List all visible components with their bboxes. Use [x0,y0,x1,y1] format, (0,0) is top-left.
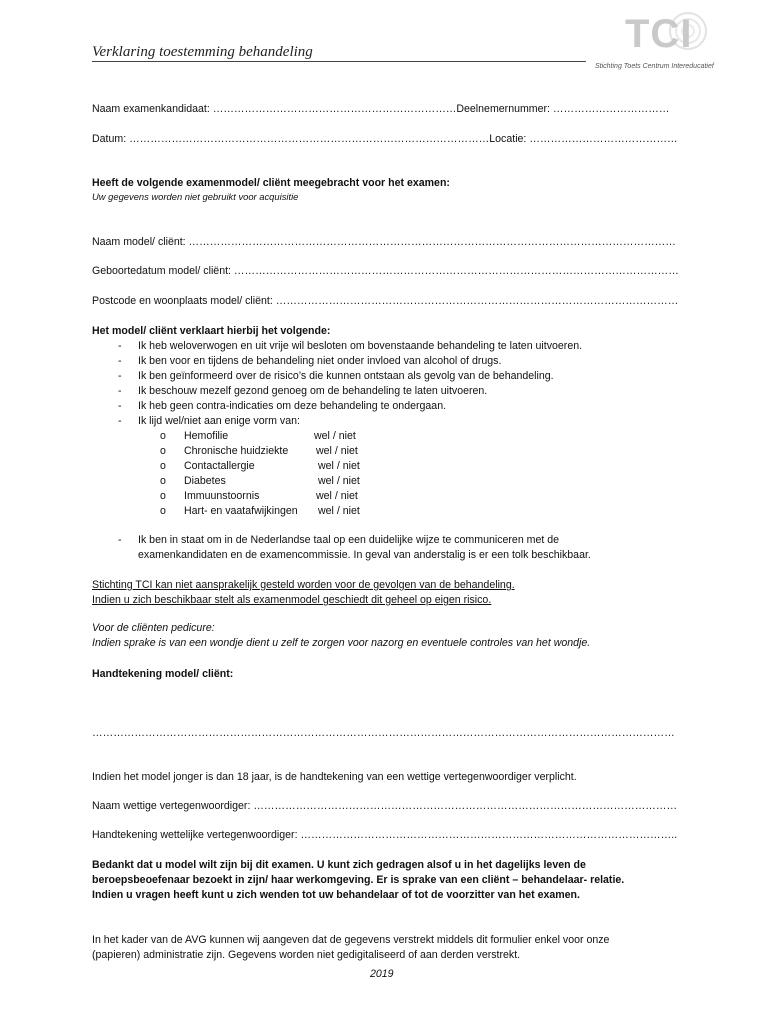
thanks-line-3: Indien u vragen heeft kunt u zich wenden tot uw behandelaar of tot de voorzitter van het examen. [92,889,580,901]
dash-marker: - [118,415,122,427]
declaration-item-text: Ik lijd wel/niet aan enige vorm van: [138,415,300,427]
declaration-item-text: Ik heb geen contra-indicaties om deze behandeling te ondergaan. [138,400,447,412]
privacy-note: Uw gegevens worden niet gebruikt voor acquisitie [92,191,299,202]
condition-name: Immuunstoornis [184,490,260,502]
declaration-item-text: Ik ben geïnformeerd over de risico’s die kunnen ontstaan als gevolg van de behandeling. [138,370,554,382]
dash-marker: - [118,370,122,382]
wel-niet-choice[interactable]: wel / niet [314,430,356,442]
dash-marker: - [118,385,122,397]
condition-row [0,430,770,445]
condition-name: Contactallergie [184,460,255,472]
guardian-note: Indien het model jonger is dan 18 jaar, is de handtekening van een wettige vertegenwoordiger verplicht. [92,771,577,783]
declaration-heading: Het model/ cliënt verklaart hierbij het volgende: [92,325,331,337]
tci-logo [593,12,733,76]
guardian-name-field[interactable]: Naam wettige vertegenwoordiger: ………………………………………………………………………………………………………… [92,800,678,812]
avg-line-2: (papieren) administratie zijn. Gegevens worden niet gedigitaliseerd of aan derden verstrekt. [92,949,521,961]
logo-text: TCI [625,12,693,56]
list-item [0,355,770,370]
title-divider [92,61,586,62]
list-item [0,370,770,385]
condition-row [0,490,770,505]
thanks-line-2: beroepsbeoefenaar bezoekt in zijn/ haar werkomgeving. Er is sprake van een cliënt – behandelaar- relatie. [92,874,625,886]
declaration-item-text: Ik heb weloverwogen en uit vrije wil besloten om bovenstaande behandeling te laten uitvoeren. [138,340,583,352]
bullet-marker: o [160,475,166,487]
bullet-marker: o [160,490,166,502]
condition-name: Chronische huidziekte [184,445,289,457]
footer-year: 2019 [370,968,394,980]
condition-name: Diabetes [184,475,226,487]
declaration-item-text: Ik ben voor en tijdens de behandeling niet onder invloed van alcohol of drugs. [138,355,502,367]
dash-marker: - [118,355,122,367]
model-postcode-field[interactable]: Postcode en woonplaats model/ cliënt: …………………………………………………………………………………………………… [92,295,679,307]
logo-subtitle: Stichting Toets Centrum Intereducatief [595,63,714,70]
list-item [0,340,770,355]
bullet-marker: o [160,445,166,457]
wel-niet-choice[interactable]: wel / niet [318,460,360,472]
dash-marker: - [118,400,122,412]
wel-niet-choice[interactable]: wel / niet [316,445,358,457]
wel-niet-choice[interactable]: wel / niet [316,490,358,502]
model-section-heading: Heeft de volgende examenmodel/ cliënt meegebracht voor het examen: [92,177,450,189]
model-name-field[interactable]: Naam model/ cliënt: ………………………………………………………………………………………………………………………… [92,236,676,248]
guardian-signature-field[interactable]: Handtekening wettelijke vertegenwoordiger: …………………………………………………………………………………………….. [92,829,678,841]
condition-row [0,460,770,475]
avg-line-1: In het kader van de AVG kunnen wij aangeven dat de gegevens verstrekt middels dit formulier enkel voor onze [92,934,610,946]
bullet-marker: o [160,430,166,442]
list-item [0,534,770,549]
pedicure-heading: Voor de cliënten pedicure: [92,622,215,634]
list-item [0,415,770,430]
condition-row [0,505,770,520]
condition-name: Hemofilie [184,430,229,442]
candidate-name-field[interactable]: Naam examenkandidaat: ……………………………………………………………Deelnemernummer: …………………………… [92,103,670,115]
wel-niet-choice[interactable]: wel / niet [318,475,360,487]
signature-line[interactable]: ………………………………………………………………………………………………………………………………………………… [92,727,675,739]
pedicure-note: Indien sprake is van een wondje dient u zelf te zorgen voor nazorg en eventuele controles van het wondje. [92,637,591,649]
date-location-field[interactable]: Datum: …………………………………………………………………………………………Locatie: …………………………………… [92,133,678,145]
document-title: Verklaring toestemming behandeling [92,44,313,60]
condition-name: Hart- en vaatafwijkingen [184,505,298,517]
declaration-item-text: Ik beschouw mezelf gezond genoeg om de behandeling te laten uitvoeren. [138,385,488,397]
wel-niet-choice[interactable]: wel / niet [318,505,360,517]
bullet-marker: o [160,460,166,472]
condition-row [0,475,770,490]
dash-marker: - [118,340,122,352]
bullet-marker: o [160,505,166,517]
model-dob-field[interactable]: Geboortedatum model/ cliënt: ……………………………………………………………………………………………………………… [92,265,679,277]
language-line-2: examenkandidaten en de examencommissie. In geval van anderstalig is er een tolk beschikbaar. [138,549,591,561]
condition-row [0,445,770,460]
liability-line-1: Stichting TCI kan niet aansprakelijk gesteld worden voor de gevolgen van de behandeling. [92,579,515,591]
list-item [0,385,770,400]
thanks-line-1: Bedankt dat u model wilt zijn bij dit examen. U kunt zich gedragen alsof u in het dagelijks leven de [92,859,586,871]
signature-heading: Handtekening model/ cliënt: [92,668,234,680]
dash-marker: - [118,534,122,546]
liability-line-2: Indien u zich beschikbaar stelt als examenmodel geschiedt dit geheel op eigen risico. [92,594,492,606]
language-line-1: Ik ben in staat om in de Nederlandse taal op een duidelijke wijze te communiceren met de [138,534,560,546]
list-item [0,400,770,415]
